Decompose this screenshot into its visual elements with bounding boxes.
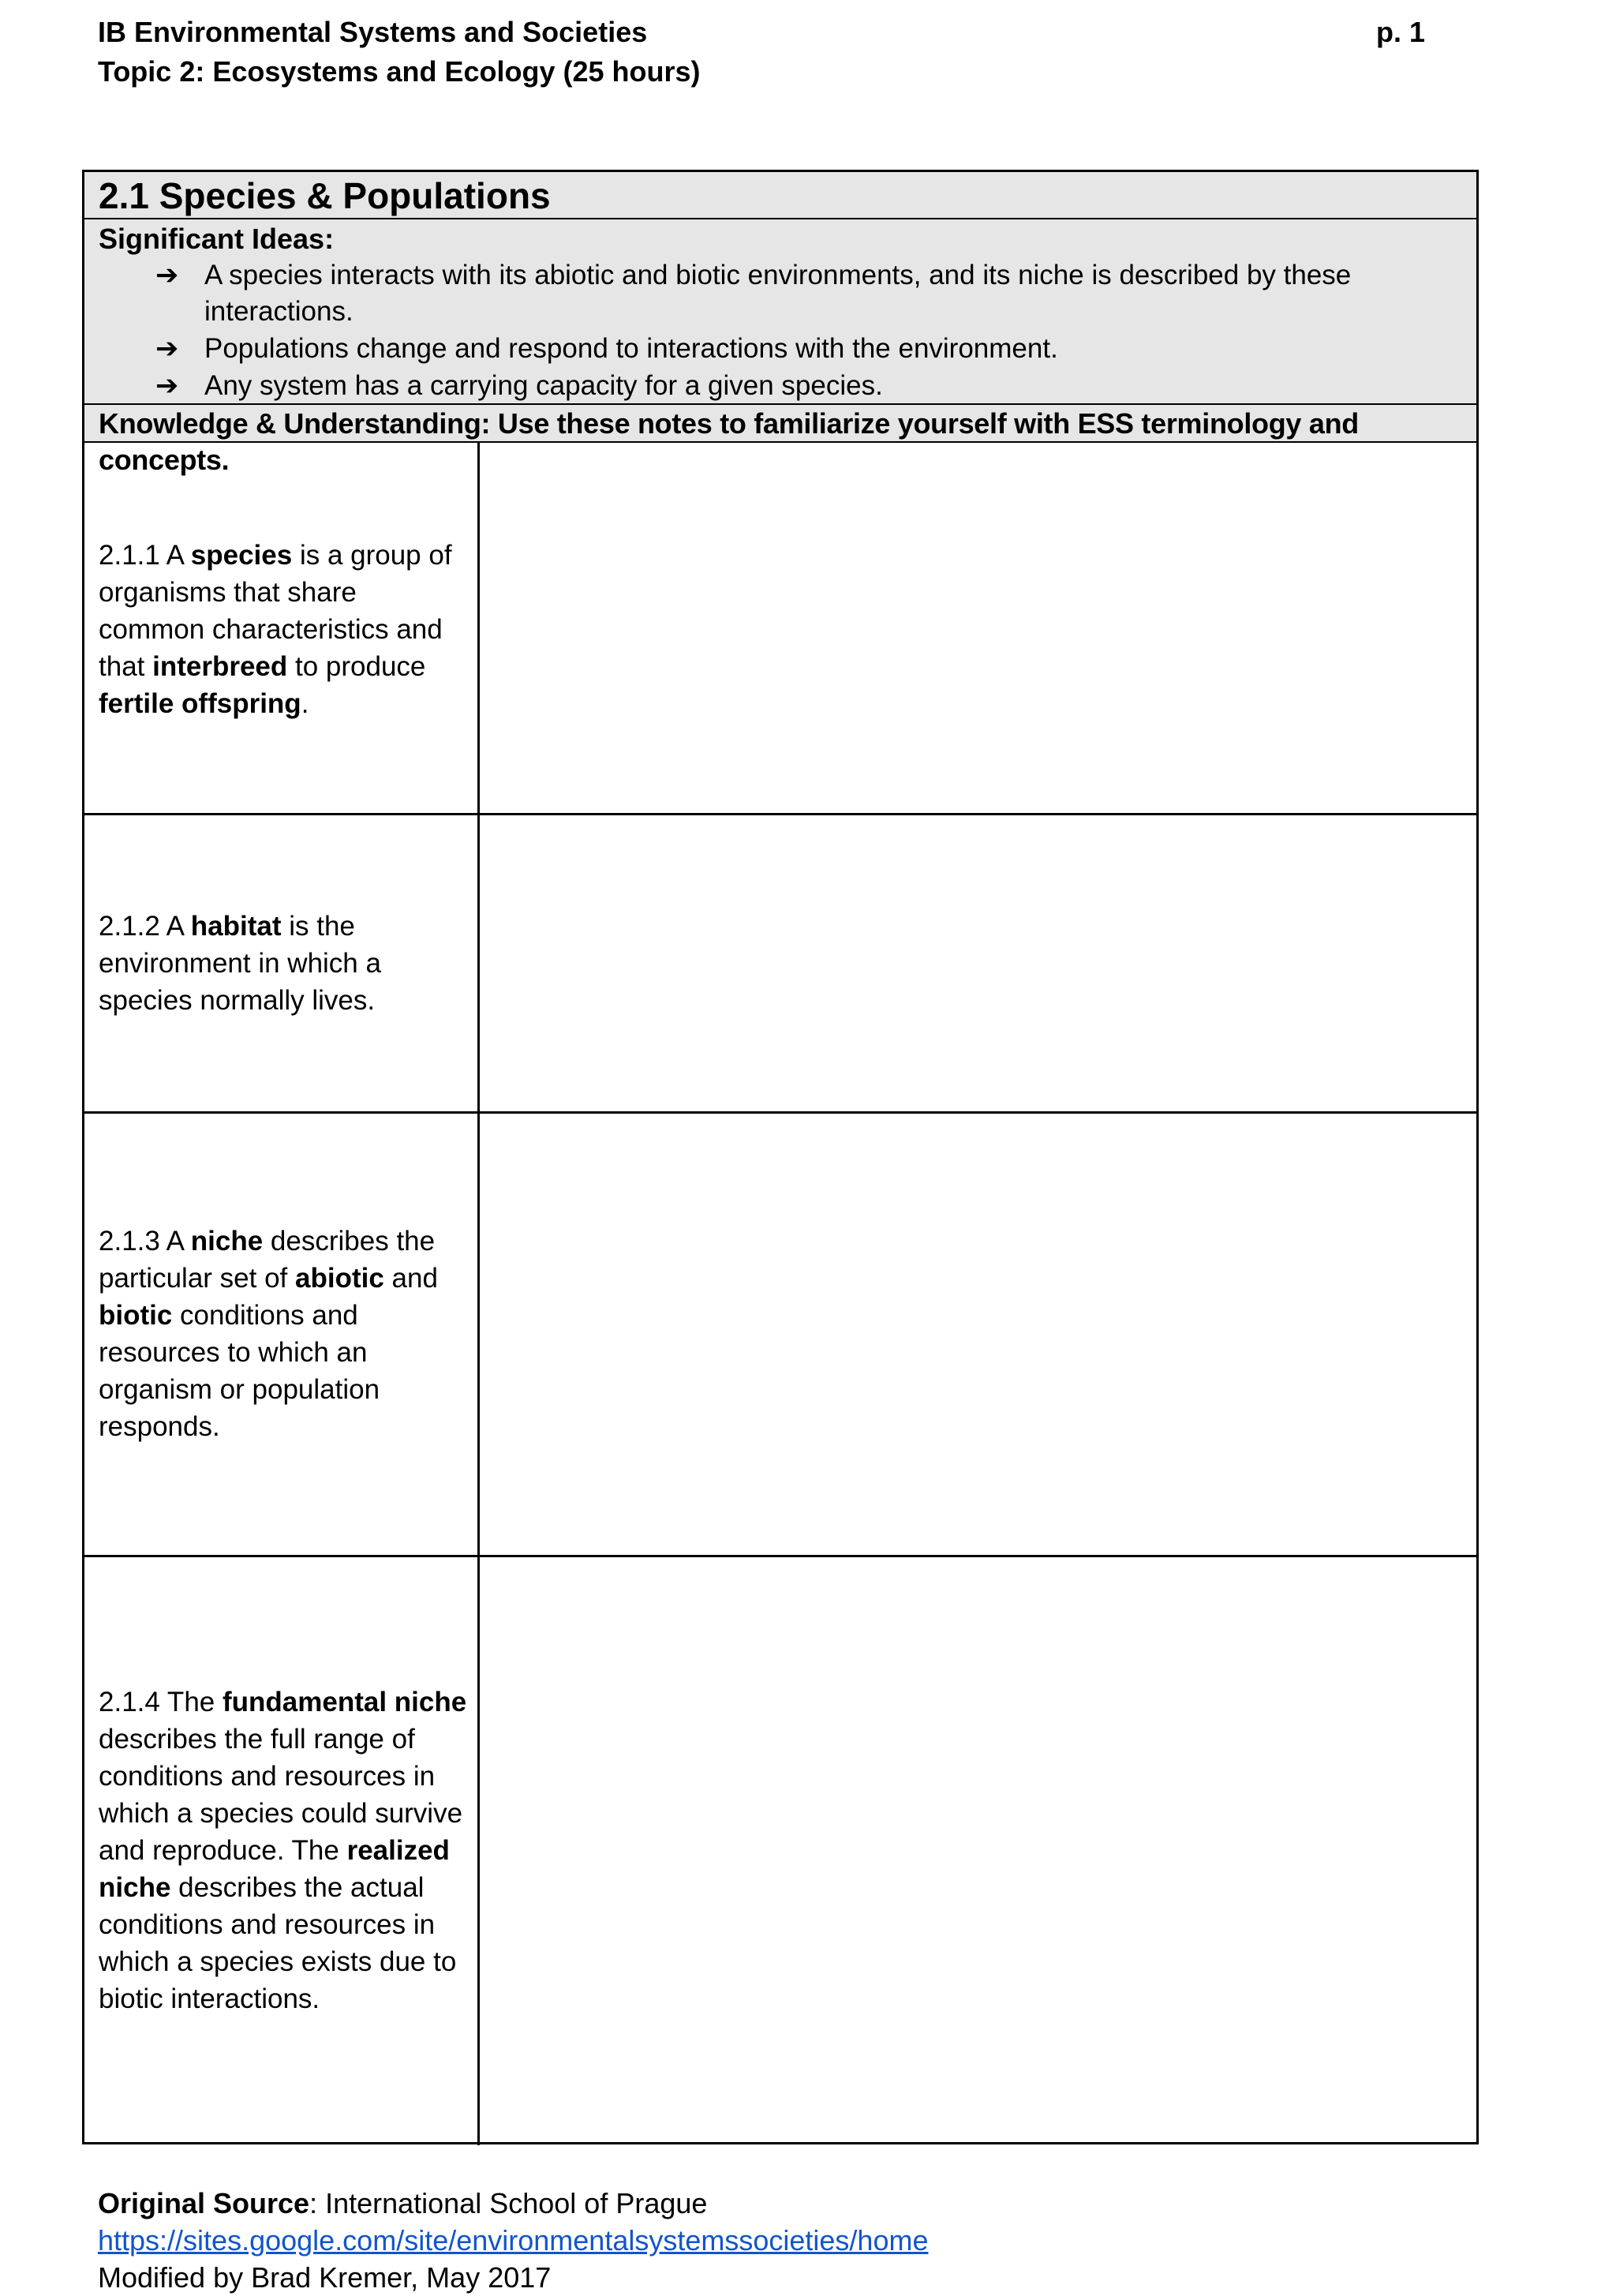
significant-ideas-band <box>84 219 1476 405</box>
source-label: Original Source <box>98 2187 310 2219</box>
concept-2-1-1 <box>99 537 469 722</box>
section-title: 2.1 Species & Populations <box>99 175 551 216</box>
notes-cell-2-1-2[interactable] <box>480 815 1476 1111</box>
definition-text: describes the actual conditions and resources in which a species exists due to biotic interactions. <box>99 1872 457 2014</box>
definition-text: describes the particular set of <box>99 1226 436 1294</box>
definition-text: . <box>301 688 309 719</box>
notes-cell-2-1-4[interactable] <box>480 1557 1476 2145</box>
term-bold: realized niche <box>99 1835 450 1903</box>
original-source <box>98 2185 707 2222</box>
significant-ideas-title: Significant Ideas: <box>99 223 335 255</box>
notes-table <box>82 170 1479 2144</box>
notes-cell-2-1-3[interactable] <box>480 1114 1476 1555</box>
term-bold: habitat <box>190 911 282 942</box>
notes-cell-2-1-1[interactable] <box>480 443 1476 813</box>
definition-text: 2.1.3 A <box>99 1226 191 1257</box>
source-value: : International School of Prague <box>309 2187 708 2219</box>
knowledge-understanding-band <box>84 405 1476 476</box>
definition-text: to produce <box>287 651 426 682</box>
definition-text: conditions and resources to which an organism or population responds. <box>99 1300 380 1442</box>
definition-text: describes the full range of conditions and resources in which a species could survive and reproduce. The <box>99 1724 463 1866</box>
concept-2-1-3 <box>99 1223 469 1445</box>
definition-text: 2.1.1 A <box>99 540 191 571</box>
idea-text: Populations change and respond to interactions with the environment. <box>204 333 1058 364</box>
term-bold: fertile offspring <box>99 688 301 719</box>
arrow-icon: ➔ <box>155 260 179 290</box>
idea-text: Any system has a carrying capacity for a given species. <box>204 370 883 401</box>
definition-text: is a group of organisms that share common characteristics and that <box>99 540 452 682</box>
definition-text: and <box>383 1263 438 1294</box>
knowledge-understanding-header: Knowledge & Understanding: Use these notes to familiarize yourself with ESS terminology and concepts. <box>99 407 1359 476</box>
definition-text: 2.1.4 The <box>99 1687 223 1717</box>
term-bold: interbreed <box>152 651 288 682</box>
arrow-icon: ➔ <box>155 370 179 401</box>
term-bold: fundamental niche <box>222 1687 467 1717</box>
idea-item <box>155 368 1418 404</box>
definition-text: is the environment in which a species normally lives. <box>99 911 381 1016</box>
concept-2-1-2 <box>99 908 469 1019</box>
topic-title: Topic 2: Ecosystems and Ecology (25 hours) <box>98 55 701 88</box>
term-bold: biotic <box>99 1300 173 1331</box>
term-bold: niche <box>190 1226 264 1257</box>
source-link[interactable]: https://sites.google.com/site/environmentalsystemssocieties/home <box>98 2224 929 2257</box>
idea-text: A species interacts with its abiotic and biotic environments, and its niche is described by these interactions. <box>204 260 1352 327</box>
term-bold: abiotic <box>295 1263 384 1294</box>
idea-item <box>155 331 1418 367</box>
section-title-band <box>84 172 1476 219</box>
modified-by: Modified by Brad Kremer, May 2017 <box>98 2261 552 2294</box>
idea-item <box>155 257 1418 330</box>
definition-text: 2.1.2 A <box>99 911 191 942</box>
concept-2-1-4 <box>99 1684 469 2017</box>
page-number: p. 1 <box>1376 16 1426 48</box>
course-title: IB Environmental Systems and Societies <box>98 16 648 48</box>
term-bold: species <box>190 540 293 571</box>
arrow-icon: ➔ <box>155 333 179 364</box>
